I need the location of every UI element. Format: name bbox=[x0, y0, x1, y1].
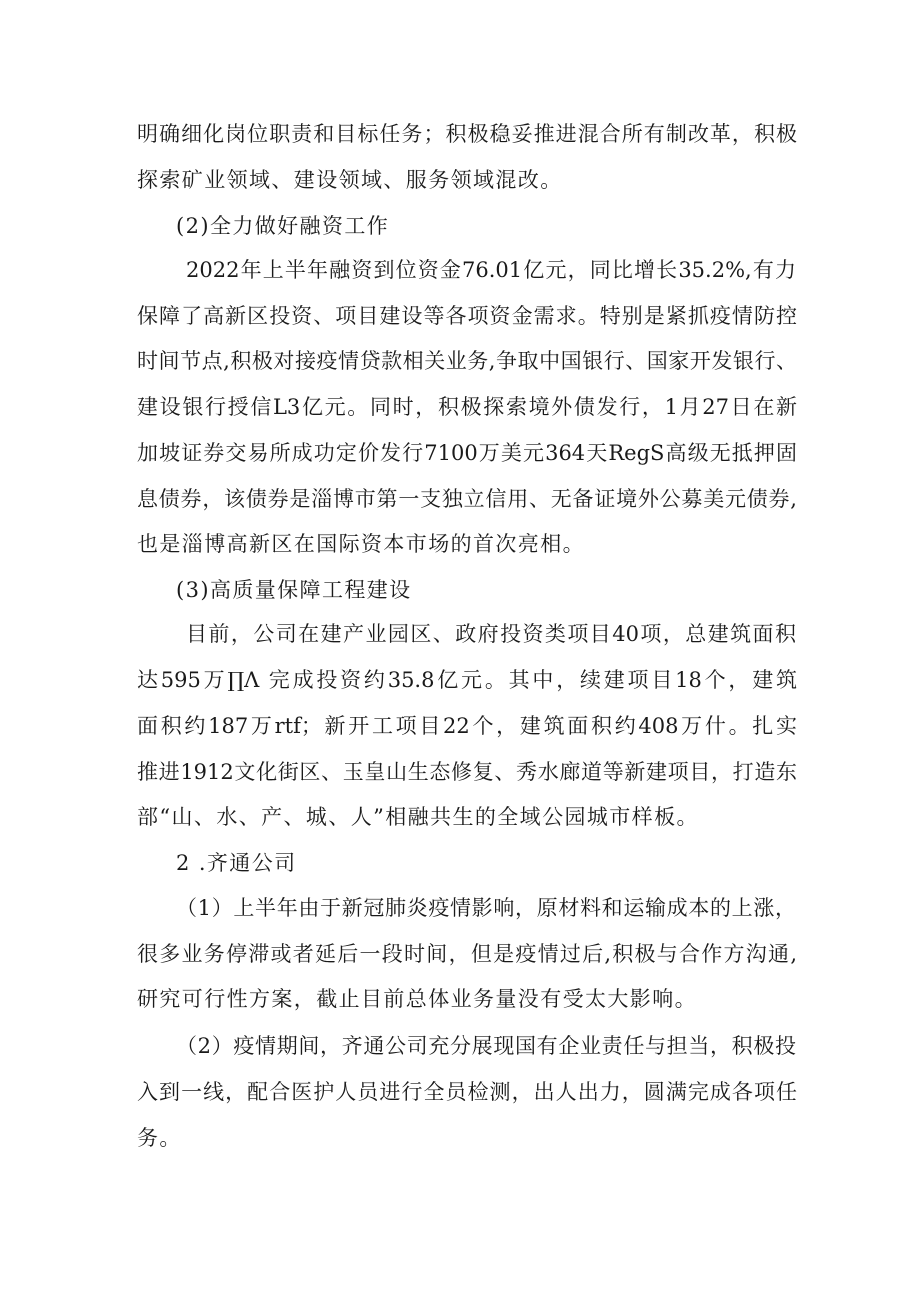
paragraph-line: 也是淄博高新区在国际资本市场的首次亮相。 bbox=[137, 532, 585, 556]
paragraph-line: （2）疫情期间，齐通公司充分展现国有企业责任与担当，积极投 bbox=[176, 1034, 796, 1058]
paragraph-line: 达595万∏Λ 完成投资约35.8亿元。其中，续建项目18个，建筑 bbox=[137, 668, 797, 692]
section-heading: 2 .齐通公司 bbox=[176, 851, 297, 875]
paragraph-line: 面积约187万rtf；新开工项目22个，建筑面积约408万什。扎实 bbox=[137, 714, 797, 738]
section-heading: (2)全力做好融资工作 bbox=[176, 214, 390, 238]
section-heading: (3)高质量保障工程建设 bbox=[176, 578, 412, 602]
paragraph-line: 保障了高新区投资、项目建设等各项资金需求。特别是紧抓疫情防控 bbox=[137, 304, 797, 328]
paragraph-line: 2022年上半年融资到位资金76.01亿元，同比增长35.2%,有力 bbox=[186, 258, 796, 282]
paragraph-line: 务。 bbox=[137, 1126, 182, 1150]
paragraph-line: 息债券，该债券是淄博市第一支独立信用、无备证境外公募美元债券, bbox=[137, 487, 797, 511]
paragraph-line: 很多业务停滞或者延后一段时间，但是疫情过后,积极与合作方沟通, bbox=[137, 942, 797, 966]
paragraph-line: 入到一线，配合医护人员进行全员检测，出人出力，圆满完成各项任 bbox=[137, 1080, 797, 1104]
paragraph-line: 加坡证券交易所成功定价发行7100万美元364天RegS高级无抵押固 bbox=[137, 441, 797, 465]
paragraph-line: 研究可行性方案，截止目前总体业务量没有受太大影响。 bbox=[137, 987, 697, 1011]
paragraph-line: 建设银行授信L3亿元。同时，积极探索境外债发行，1月27日在新 bbox=[137, 395, 797, 419]
paragraph-line: 明确细化岗位职责和目标任务；积极稳妥推进混合所有制改革，积极 bbox=[137, 122, 797, 146]
paragraph-line: （1）上半年由于新冠肺炎疫情影响，原材料和运输成本的上涨， bbox=[176, 896, 796, 920]
paragraph-line: 部“山、水、产、城、人”相融共生的全域公园城市样板。 bbox=[137, 805, 699, 829]
paragraph-line: 时间节点,积极对接疫情贷款相关业务,争取中国银行、国家开发银行、 bbox=[137, 349, 797, 373]
paragraph-line: 探索矿业领域、建设领域、服务领域混改。 bbox=[137, 168, 563, 192]
paragraph-line: 推进1912文化街区、玉皇山生态修复、秀水廊道等新建项目，打造东 bbox=[137, 760, 797, 784]
paragraph-line: 目前，公司在建产业园区、政府投资类项目40项，总建筑面积 bbox=[186, 622, 796, 646]
